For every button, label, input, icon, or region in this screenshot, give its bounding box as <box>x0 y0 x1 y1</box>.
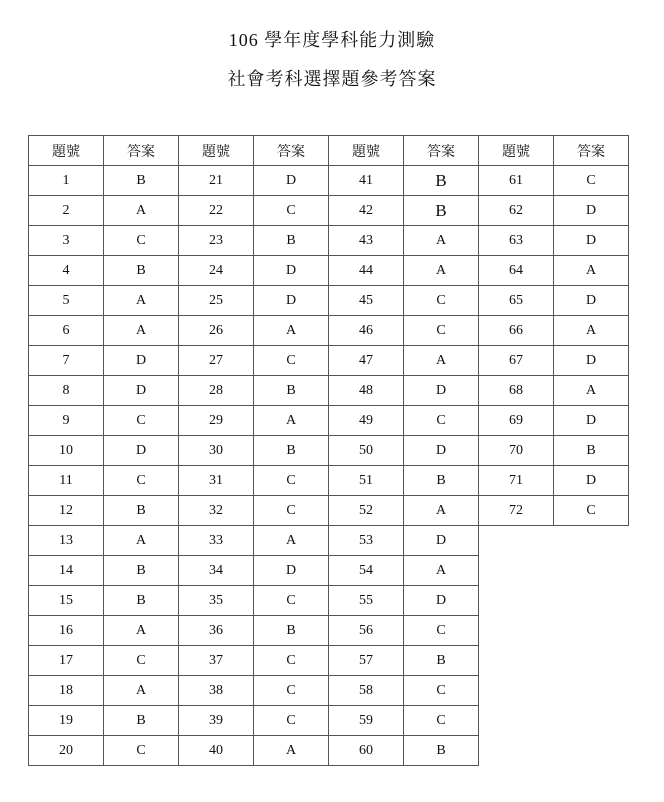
answer-cell: D <box>554 466 629 496</box>
table-row <box>29 256 629 286</box>
answer-cell: B <box>104 256 179 286</box>
question-number-cell: 71 <box>479 466 554 496</box>
answer-cell: A <box>104 526 179 556</box>
answer-cell: C <box>404 676 479 706</box>
question-number-cell: 30 <box>179 436 254 466</box>
question-number-cell: 45 <box>329 286 404 316</box>
answer-cell: D <box>254 556 329 586</box>
question-number-cell: 43 <box>329 226 404 256</box>
answer-cell: D <box>254 166 329 196</box>
question-number-cell: 62 <box>479 196 554 226</box>
question-number-cell: 51 <box>329 466 404 496</box>
answer-cell: D <box>104 346 179 376</box>
question-number-cell: 27 <box>179 346 254 376</box>
header-answer: 答案 <box>104 136 179 166</box>
answer-cell: C <box>254 646 329 676</box>
table-row <box>29 376 629 406</box>
question-number-cell: 54 <box>329 556 404 586</box>
answer-cell: D <box>404 526 479 556</box>
question-number-cell: 6 <box>29 316 104 346</box>
table-row <box>29 196 629 226</box>
question-number-cell: 55 <box>329 586 404 616</box>
answer-cell: A <box>254 736 329 766</box>
answer-cell: A <box>254 316 329 346</box>
answer-cell: A <box>404 256 479 286</box>
question-number-cell: 40 <box>179 736 254 766</box>
answer-cell: B <box>254 226 329 256</box>
answer-cell: D <box>554 346 629 376</box>
question-number-cell: 41 <box>329 166 404 196</box>
answer-cell: A <box>104 286 179 316</box>
answer-cell: C <box>404 616 479 646</box>
answer-cell: A <box>104 676 179 706</box>
answer-cell: D <box>554 196 629 226</box>
empty-cell <box>554 646 629 676</box>
empty-cell <box>479 556 554 586</box>
header-answer: 答案 <box>404 136 479 166</box>
table-row <box>29 736 629 766</box>
question-number-cell: 14 <box>29 556 104 586</box>
answer-cell: D <box>254 256 329 286</box>
empty-cell <box>479 646 554 676</box>
question-number-cell: 15 <box>29 586 104 616</box>
question-number-cell: 5 <box>29 286 104 316</box>
header-question-number: 題號 <box>179 136 254 166</box>
question-number-cell: 34 <box>179 556 254 586</box>
table-row <box>29 436 629 466</box>
answer-cell: C <box>104 226 179 256</box>
answer-cell: C <box>404 316 479 346</box>
answer-cell: C <box>404 706 479 736</box>
page-subtitle: 社會考科選擇題參考答案 <box>227 69 437 89</box>
question-number-cell: 8 <box>29 376 104 406</box>
question-number-cell: 10 <box>29 436 104 466</box>
header-question-number: 題號 <box>479 136 554 166</box>
answer-cell: C <box>104 406 179 436</box>
question-number-cell: 18 <box>29 676 104 706</box>
question-number-cell: 48 <box>329 376 404 406</box>
table-row <box>29 166 629 196</box>
answer-cell: C <box>254 496 329 526</box>
question-number-cell: 63 <box>479 226 554 256</box>
answer-cell: B <box>254 436 329 466</box>
question-number-cell: 9 <box>29 406 104 436</box>
question-number-cell: 47 <box>329 346 404 376</box>
table-row <box>29 586 629 616</box>
question-number-cell: 13 <box>29 526 104 556</box>
question-number-cell: 28 <box>179 376 254 406</box>
answer-cell: C <box>254 346 329 376</box>
table-row <box>29 316 629 346</box>
question-number-cell: 3 <box>29 226 104 256</box>
question-number-cell: 39 <box>179 706 254 736</box>
answer-cell: B <box>254 616 329 646</box>
empty-cell <box>554 676 629 706</box>
question-number-cell: 68 <box>479 376 554 406</box>
empty-cell <box>554 706 629 736</box>
answer-cell: D <box>254 286 329 316</box>
answer-cell: A <box>404 496 479 526</box>
header-answer: 答案 <box>554 136 629 166</box>
question-number-cell: 4 <box>29 256 104 286</box>
question-number-cell: 11 <box>29 466 104 496</box>
question-number-cell: 61 <box>479 166 554 196</box>
answer-cell: B <box>104 556 179 586</box>
answer-cell: D <box>554 406 629 436</box>
answer-cell: D <box>404 436 479 466</box>
answer-cell: B <box>104 586 179 616</box>
answer-cell: A <box>404 226 479 256</box>
answer-cell: B <box>404 196 479 226</box>
question-number-cell: 16 <box>29 616 104 646</box>
question-number-cell: 44 <box>329 256 404 286</box>
answer-cell: B <box>404 166 479 196</box>
table-row <box>29 646 629 676</box>
answer-cell: C <box>554 166 629 196</box>
answer-cell: D <box>104 436 179 466</box>
question-number-cell: 35 <box>179 586 254 616</box>
answer-cell: B <box>254 376 329 406</box>
answer-cell: C <box>254 706 329 736</box>
empty-cell <box>554 526 629 556</box>
answer-cell: B <box>104 496 179 526</box>
question-number-cell: 26 <box>179 316 254 346</box>
empty-cell <box>554 556 629 586</box>
question-number-cell: 56 <box>329 616 404 646</box>
answer-cell: B <box>404 646 479 676</box>
answer-cell: C <box>104 646 179 676</box>
empty-cell <box>554 586 629 616</box>
table-row <box>29 556 629 586</box>
question-number-cell: 65 <box>479 286 554 316</box>
question-number-cell: 72 <box>479 496 554 526</box>
question-number-cell: 59 <box>329 706 404 736</box>
header-answer: 答案 <box>254 136 329 166</box>
table-row <box>29 706 629 736</box>
question-number-cell: 69 <box>479 406 554 436</box>
answer-cell: A <box>404 346 479 376</box>
question-number-cell: 57 <box>329 646 404 676</box>
answer-cell: D <box>554 286 629 316</box>
empty-cell <box>479 676 554 706</box>
empty-cell <box>479 706 554 736</box>
question-number-cell: 70 <box>479 436 554 466</box>
question-number-cell: 22 <box>179 196 254 226</box>
answer-cell: D <box>404 376 479 406</box>
answer-cell: A <box>554 376 629 406</box>
table-row <box>29 676 629 706</box>
answer-cell: B <box>554 436 629 466</box>
table-row <box>29 616 629 646</box>
table-row <box>29 406 629 436</box>
question-number-cell: 20 <box>29 736 104 766</box>
table-row <box>29 526 629 556</box>
empty-cell <box>479 736 554 766</box>
answer-cell: A <box>404 556 479 586</box>
page-title: 106 學年度學科能力測驗 <box>228 30 436 50</box>
empty-cell <box>479 526 554 556</box>
question-number-cell: 21 <box>179 166 254 196</box>
table-row <box>29 466 629 496</box>
table-header-row <box>29 136 629 166</box>
answer-cell: C <box>404 286 479 316</box>
answer-cell: A <box>554 256 629 286</box>
question-number-cell: 17 <box>29 646 104 676</box>
question-number-cell: 36 <box>179 616 254 646</box>
answer-cell: C <box>104 466 179 496</box>
question-number-cell: 7 <box>29 346 104 376</box>
answer-cell: B <box>404 466 479 496</box>
empty-cell <box>554 616 629 646</box>
header-question-number: 題號 <box>29 136 104 166</box>
question-number-cell: 19 <box>29 706 104 736</box>
answer-cell: D <box>554 226 629 256</box>
question-number-cell: 31 <box>179 466 254 496</box>
question-number-cell: 24 <box>179 256 254 286</box>
question-number-cell: 50 <box>329 436 404 466</box>
answer-cell: A <box>254 406 329 436</box>
question-number-cell: 60 <box>329 736 404 766</box>
answer-cell: A <box>104 616 179 646</box>
question-number-cell: 33 <box>179 526 254 556</box>
question-number-cell: 49 <box>329 406 404 436</box>
answer-cell: C <box>254 586 329 616</box>
header-question-number: 題號 <box>329 136 404 166</box>
question-number-cell: 38 <box>179 676 254 706</box>
table-row <box>29 226 629 256</box>
question-number-cell: 64 <box>479 256 554 286</box>
question-number-cell: 32 <box>179 496 254 526</box>
answer-cell: C <box>554 496 629 526</box>
empty-cell <box>479 586 554 616</box>
question-number-cell: 2 <box>29 196 104 226</box>
answer-cell: C <box>404 406 479 436</box>
question-number-cell: 1 <box>29 166 104 196</box>
answer-cell: A <box>254 526 329 556</box>
question-number-cell: 37 <box>179 646 254 676</box>
question-number-cell: 25 <box>179 286 254 316</box>
empty-cell <box>479 616 554 646</box>
answer-cell: C <box>254 466 329 496</box>
question-number-cell: 53 <box>329 526 404 556</box>
answer-cell: C <box>254 196 329 226</box>
question-number-cell: 29 <box>179 406 254 436</box>
question-number-cell: 66 <box>479 316 554 346</box>
answer-cell: D <box>104 376 179 406</box>
question-number-cell: 42 <box>329 196 404 226</box>
question-number-cell: 23 <box>179 226 254 256</box>
table-row <box>29 496 629 526</box>
answer-table <box>28 135 629 766</box>
answer-cell: C <box>104 736 179 766</box>
answer-cell: B <box>104 166 179 196</box>
answer-cell: C <box>254 676 329 706</box>
question-number-cell: 67 <box>479 346 554 376</box>
table-row <box>29 346 629 376</box>
answer-cell: B <box>104 706 179 736</box>
answer-cell: A <box>104 316 179 346</box>
question-number-cell: 46 <box>329 316 404 346</box>
question-number-cell: 58 <box>329 676 404 706</box>
answer-cell: B <box>404 736 479 766</box>
question-number-cell: 52 <box>329 496 404 526</box>
answer-table-body <box>29 166 629 766</box>
empty-cell <box>554 736 629 766</box>
answer-cell: A <box>554 316 629 346</box>
question-number-cell: 12 <box>29 496 104 526</box>
table-row <box>29 286 629 316</box>
answer-cell: A <box>104 196 179 226</box>
answer-cell: D <box>404 586 479 616</box>
